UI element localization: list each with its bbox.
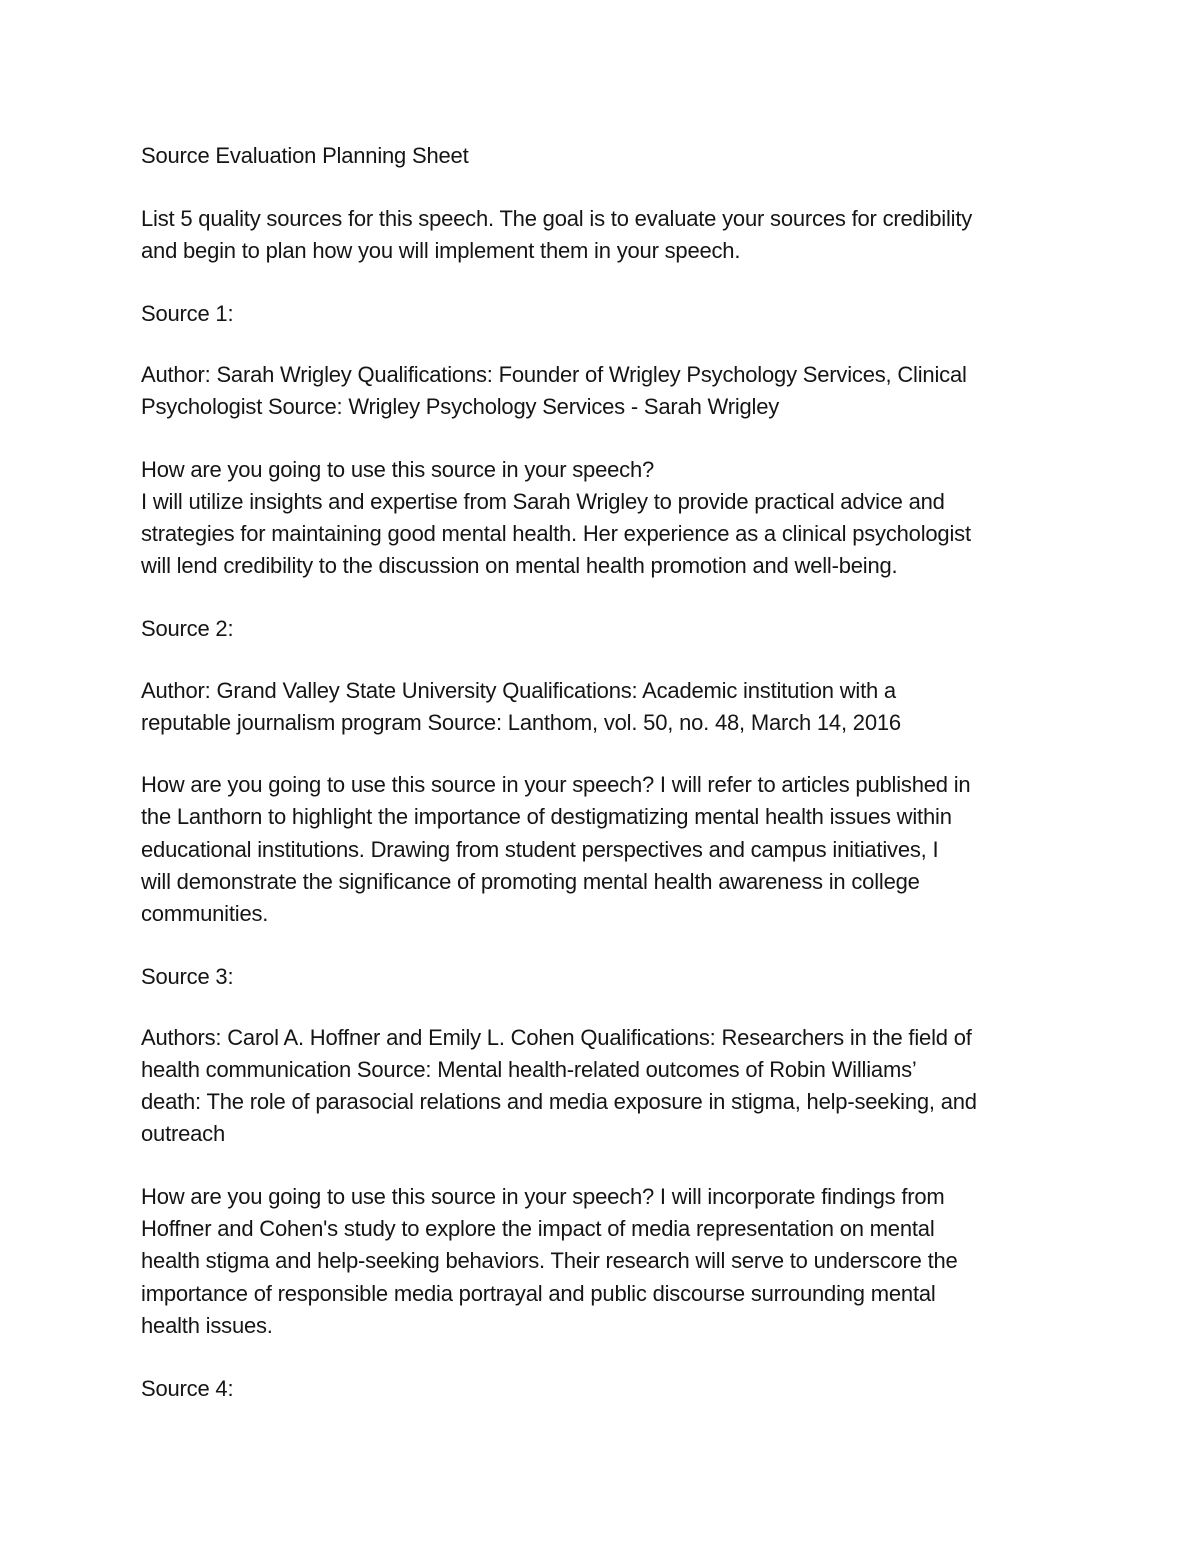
source-1-heading: Source 1: (141, 301, 234, 326)
source-1-detail-line: Author: Sarah Wrigley Qualifications: Founder of Wrigley Psychology Services, Clinical (141, 362, 967, 387)
source-2-usage-line: communities. (141, 901, 269, 926)
source-3-usage-line: health issues. (141, 1313, 273, 1338)
source-2-usage-line: the Lanthorn to highlight the importance of destigmatizing mental health issues within (141, 804, 952, 829)
source-3-heading: Source 3: (141, 964, 234, 989)
intro-line-1: List 5 quality sources for this speech. The goal is to evaluate your sources for credibility (141, 206, 973, 231)
source-3-detail-line: death: The role of parasocial relations and media exposure in stigma, help-seeking, and (141, 1089, 977, 1114)
source-3-usage-line: importance of responsible media portrayal and public discourse surrounding mental (141, 1281, 936, 1306)
intro-line-2: and begin to plan how you will implement them in your speech. (141, 238, 741, 263)
source-1-detail-line: Psychologist Source: Wrigley Psychology Services - Sarah Wrigley (141, 394, 780, 419)
source-3-detail-line: Authors: Carol A. Hoffner and Emily L. Cohen Qualifications: Researchers in the field of (141, 1025, 972, 1050)
source-3-detail-line: health communication Source: Mental health-related outcomes of Robin Williams’ (141, 1057, 917, 1082)
source-2-detail-line: reputable journalism program Source: Lanthom, vol. 50, no. 48, March 14, 2016 (141, 710, 901, 735)
source-4-heading: Source 4: (141, 1376, 234, 1401)
source-2-usage-line: How are you going to use this source in your speech? I will refer to articles published in (141, 772, 971, 797)
source-3-detail-line: outreach (141, 1121, 226, 1146)
source-2-heading: Source 2: (141, 616, 234, 641)
source-3-usage-line: Hoffner and Cohen's study to explore the impact of media representation on mental (141, 1216, 935, 1241)
source-1-usage-line: strategies for maintaining good mental health. Her experience as a clinical psychologist (141, 521, 971, 546)
source-3-usage-line: How are you going to use this source in your speech? I will incorporate findings from (141, 1184, 945, 1209)
source-3-usage-line: health stigma and help-seeking behaviors. Their research will serve to underscore the (141, 1248, 958, 1273)
page-title: Source Evaluation Planning Sheet (141, 143, 469, 168)
source-1-usage-line: I will utilize insights and expertise from Sarah Wrigley to provide practical advice and (141, 489, 945, 514)
source-1-usage-line: How are you going to use this source in your speech? (141, 457, 655, 482)
source-2-usage-line: will demonstrate the significance of promoting mental health awareness in college (141, 869, 920, 894)
source-2-usage-line: educational institutions. Drawing from student perspectives and campus initiatives, I (141, 837, 939, 862)
source-2-detail-line: Author: Grand Valley State University Qualifications: Academic institution with a (141, 678, 896, 703)
source-1-usage-line: will lend credibility to the discussion on mental health promotion and well-being. (141, 553, 898, 578)
